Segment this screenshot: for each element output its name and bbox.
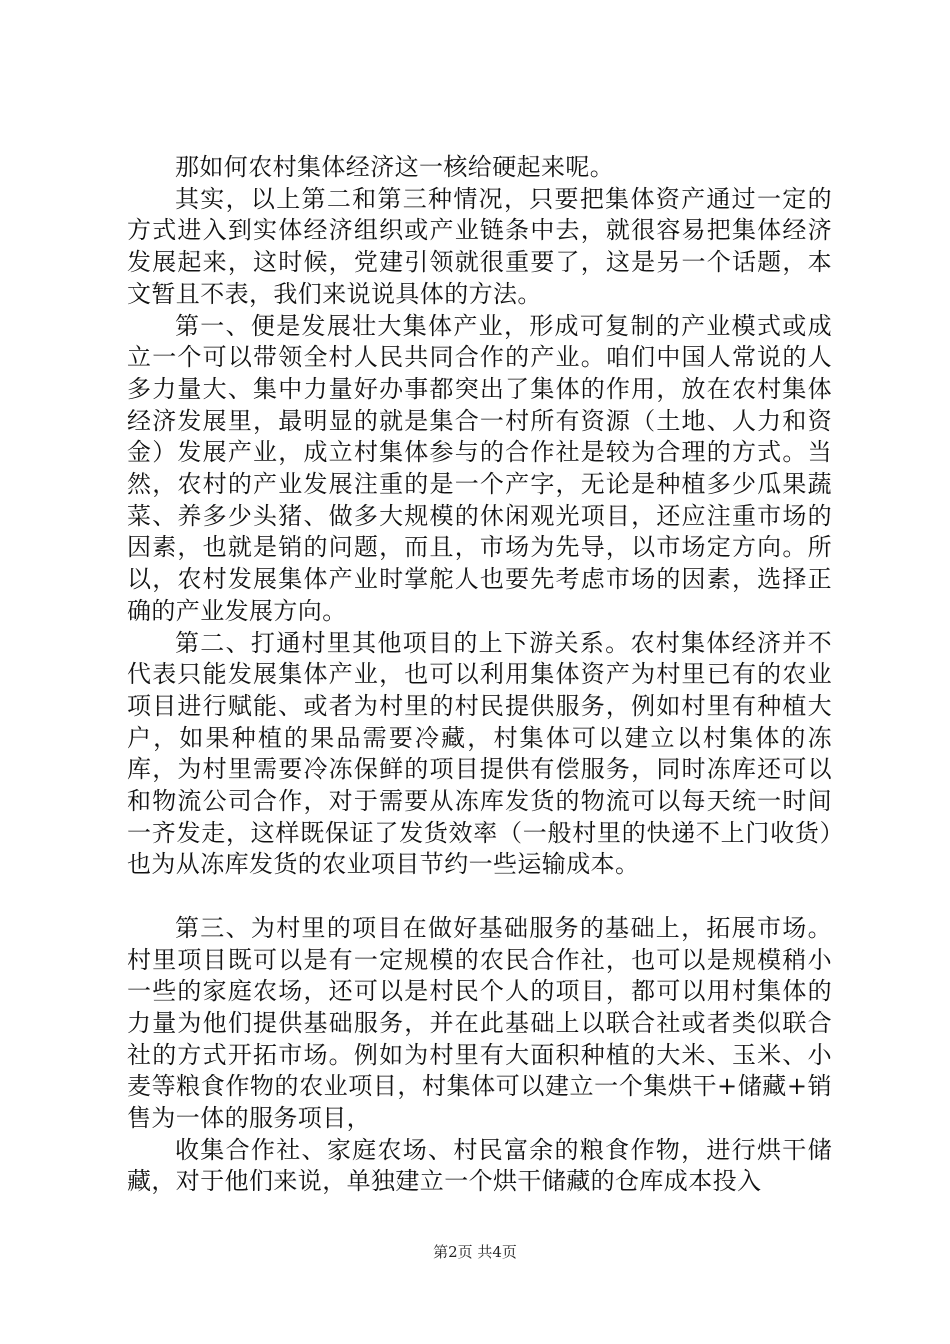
paragraph-method-one: 第一、便是发展壮大集体产业，形成可复制的产业模式或成立一个可以带领全村人民共同合作的产业。咱们中国人常说的人多力量大、集中力量好办事都突出了集体的作用，放在农村集体经济发展里，最明显的就是集合一村所有资源（土地、人力和资金）发展产业，成立村集体参与的合作社是较为合理的方式。当然，农村的产业发展注重的是一个产字，无论是种植多少瓜果蔬菜、养多少头猪、做多大规模的休闲观光项目，还应注重市场的因素，也就是销的问题，而且，市场为先导，以市场定方向。所以，农村发展集体产业时掌舵人也要先考虑市场的因素，选择正确的产业发展方向。 xyxy=(127,311,832,625)
paragraph-method-three: 第三、为村里的项目在做好基础服务的基础上，拓展市场。村里项目既可以是有一定规模的农民合作社，也可以是规模稍小一些的家庭农场，还可以是村民个人的项目，都可以用村集体的力量为他们提供基础服务，并在此基础上以联合社或者类似联合社的方式开拓市场。例如为村里有大面积种植的大米、玉米、小麦等粮食作物的农业项目，村集体可以建立一个集烘干+储藏+销售为一体的服务项目， xyxy=(127,913,832,1133)
document-body xyxy=(127,152,832,1198)
paragraph-method-two: 第二、打通村里其他项目的上下游关系。农村集体经济并不代表只能发展集体产业，也可以利用集体资产为村里已有的农业项目进行赋能、或者为村里的村民提供服务，例如村里有种植大户，如果种植的果品需要冷藏，村集体可以建立以村集体的冻库，为村里需要冷冻保鲜的项目提供有偿服务，同时冻库还可以和物流公司合作，对于需要从冻库发货的物流可以每天统一时间一齐发走，这样既保证了发货效率（一般村里的快递不上门收货）也为从冻库发货的农业项目节约一些运输成本。 xyxy=(127,628,832,879)
paragraph-continuation: 收集合作社、家庭农场、村民富余的粮食作物，进行烘干储藏，对于他们来说，单独建立一个烘干储藏的仓库成本投入 xyxy=(127,1135,832,1196)
page-number-footer: 第2页 共4页 xyxy=(433,1243,517,1261)
paragraph-context: 其实，以上第二和第三种情况，只要把集体资产通过一定的方式进入到实体经济组织或产业链条中去，就很容易把集体经济发展起来，这时候，党建引领就很重要了，这是另一个话题，本文暂且不表，我们来说说具体的方法。 xyxy=(127,184,832,308)
paragraph-intro-question: 那如何农村集体经济这一核给硬起来呢。 xyxy=(175,153,615,181)
